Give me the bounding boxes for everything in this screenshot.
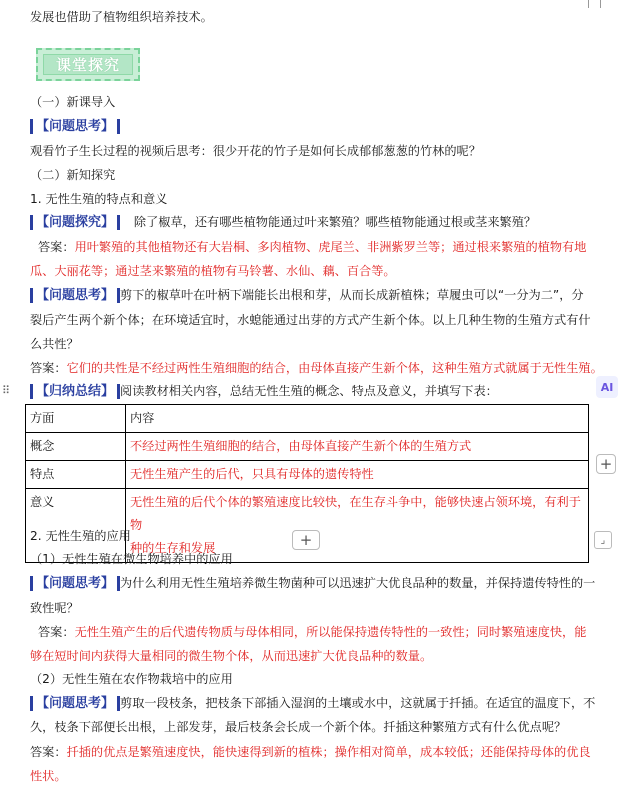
question-tag-1: [30, 119, 120, 134]
add-column-button[interactable]: +: [596, 454, 616, 474]
table-cell: 不经过两性生殖细胞的结合，由母体直接产生新个体的生殖方式: [126, 433, 589, 461]
tag-label: 【问题思考】: [30, 696, 120, 711]
intro-text: 发展也借助了植物组织培养技术。: [30, 10, 213, 24]
question-text-2: 剪下的椒草叶在叶柄下端能长出根和芽，从而长成新植株；草履虫可以“一分为二”，分: [120, 288, 584, 302]
summary-row: [30, 384, 498, 399]
table-header-cell: 方面: [26, 405, 126, 433]
table-cell-line: 无性生殖的后代个体的繁殖速度比较快，在生存斗争中，能够快速占领环境，有利于物: [130, 495, 581, 532]
section-banner-label: 课堂探究: [43, 54, 133, 75]
table-row: [26, 461, 589, 489]
question-row-4: [30, 696, 595, 711]
answer-cont-4: 性状。: [30, 769, 67, 783]
tag-label: 【归纳总结】: [30, 384, 120, 399]
ai-assistant-button[interactable]: AI: [596, 376, 618, 398]
answer-cont-1: 瓜、大丽花等；通过茎来繁殖的植物有马铃薯、水仙、藕、百合等。: [30, 264, 396, 278]
question-cont-4: 久，枝条下部便长出根，上部发芽，最后枝条会长成一个新个体。扦插这种繁殖方式有什么优点呢？: [30, 720, 567, 734]
subheading-crop: （2）无性生殖在农作物栽培中的应用: [30, 672, 233, 686]
answer-cont-3: 够在短时间内获得大量相同的微生物个体，从而迅速扩大优良品种的数量。: [30, 649, 433, 663]
question-row-3: [30, 576, 595, 591]
resize-table-icon[interactable]: ⌟: [594, 531, 612, 549]
inquiry-row: [30, 215, 536, 230]
table-header-row: [26, 405, 589, 433]
answer-label: 答案：: [38, 240, 75, 254]
tag-label: 【问题思考】: [30, 288, 120, 303]
tag-label: 【问题思考】: [30, 576, 120, 591]
heading-new-knowledge: （二）新知探究: [30, 168, 116, 182]
add-row-button[interactable]: +: [292, 530, 320, 550]
question-text-4: 剪取一段枝条，把枝条下部插入湿润的土壤或水中，这就属于扦插。在适宜的温度下，不: [120, 696, 596, 710]
question-text-1: 观看竹子生长过程的视频后思考：很少开花的竹子是如何长成郁郁葱葱的竹林的呢？: [30, 144, 481, 158]
summary-text: 阅读教材相关内容，总结无性生殖的概念、特点及意义，并填写下表：: [120, 384, 498, 398]
answer-row-4: [30, 745, 591, 760]
table-header-cell: 内容: [126, 405, 589, 433]
question-cont-3: 致性呢？: [30, 601, 79, 615]
answer-text: 用叶繁殖的其他植物还有大岩桐、多肉植物、虎尾兰、非洲紫罗兰等；通过根来繁殖的植物有地: [74, 240, 587, 254]
inquiry-text: 除了椒草，还有哪些植物能通过叶来繁殖？哪些植物能通过根或茎来繁殖？: [133, 215, 537, 229]
answer-row-2: [30, 361, 603, 376]
answer-row-1: [38, 240, 586, 255]
answer-row-3: [38, 625, 586, 640]
answer-text: 它们的共性是不经过两性生殖细胞的结合，由母体直接产生新个体，这种生殖方式就属于无性生殖。: [66, 361, 603, 375]
tag-label: 【问题思考】: [30, 119, 120, 134]
table-cell: 特点: [26, 461, 126, 489]
answer-label: 答案：: [38, 625, 75, 639]
answer-label: 答案：: [30, 745, 67, 759]
section-banner: [36, 48, 140, 81]
question-cont-2b: 么共性？: [30, 337, 79, 351]
heading-new-lesson: （一）新课导入: [30, 95, 116, 109]
table-cell: 意义: [26, 489, 126, 563]
question-row-2: [30, 288, 584, 303]
table-cell-line: 种的生存和发展: [130, 541, 216, 555]
question-cont-2a: 裂后产生两个新个体；在环境适宜时，水螅能通过出芽的方式产生新个体。以上几种生物的生殖方式有什: [30, 313, 591, 327]
table-row: [26, 433, 589, 461]
subheading-asexual-features: 1. 无性生殖的特点和意义: [30, 192, 168, 206]
subheading-microbe: （1）无性生殖在微生物培养中的应用: [30, 552, 233, 566]
answer-text: 无性生殖产生的后代遗传物质与母体相同，所以能保持遗传特性的一致性；同时繁殖速度快，能: [74, 625, 587, 639]
answer-text: 扦插的优点是繁殖速度快，能快速得到新的植株；操作相对简单，成本较低；还能保持母体的优良: [66, 745, 591, 759]
question-text-3: 为什么利用无性生殖培养微生物菌种可以迅速扩大优良品种的数量，并保持遗传特性的一: [120, 576, 596, 590]
table-cell: 无性生殖产生的后代，只具有母体的遗传特性: [126, 461, 589, 489]
table-cell: 概念: [26, 433, 126, 461]
tag-label: 【问题探究】: [30, 215, 120, 230]
subheading-application: 2. 无性生殖的应用: [30, 529, 131, 543]
answer-label: 答案：: [30, 361, 67, 375]
drag-handle-icon[interactable]: ⠿: [2, 384, 11, 397]
